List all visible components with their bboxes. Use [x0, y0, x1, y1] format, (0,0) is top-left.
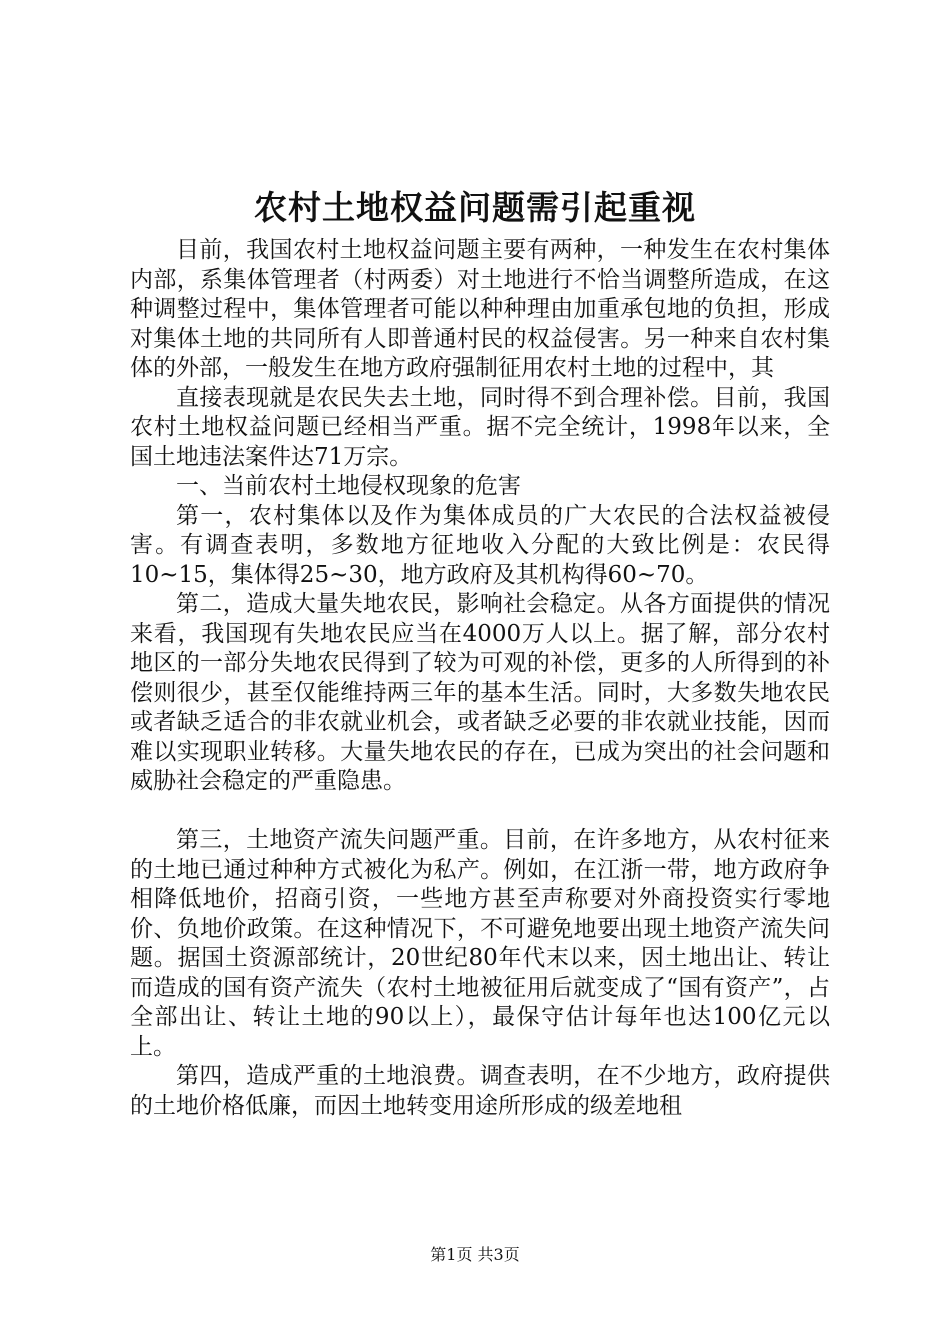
paragraph: 目前，我国农村土地权益问题主要有两种，一种发生在农村集体内部，系集体管理者（村两委）对土地进行不恰当调整所造成，在这种调整过程中，集体管理者可能以种种理由加重承包地的负担，形成对集体土地的共同所有人即普通村民的权益侵害。另一种来自农村集体的外部，一般发生在地方政府强制征用农村土地的过程中，其 — [130, 237, 830, 381]
paragraph: 第三，土地资产流失问题严重。目前，在许多地方，从农村征来的土地已通过种种方式被化为私产。例如，在江浙一带，地方政府争相降低地价，招商引资，一些地方甚至声称要对外商投资实行零地价、负地价政策。在这种情况下，不可避免地要出现土地资产流失问题。据国土资源部统计，20世纪80年代末以来，因土地出让、转让而造成的国有资产流失（农村土地被征用后就变成了“国有资产”，占全部出让、转让土地的90以上），最保守估计每年也达100亿元以上。 — [130, 827, 830, 1060]
paragraph: 第二，造成大量失地农民，影响社会稳定。从各方面提供的情况来看，我国现有失地农民应当在4000万人以上。据了解，部分农村地区的一部分失地农民得到了较为可观的补偿，更多的人所得到的补偿则很少，甚至仅能维持两三年的基本生活。同时，大多数失地农民或者缺乏适合的非农就业机会，或者缺乏必要的非农就业技能，因而难以实现职业转移。大量失地农民的存在，已成为突出的社会问题和威胁社会稳定的严重隐患。 — [130, 591, 830, 794]
paragraph: 第四，造成严重的土地浪费。调查表明，在不少地方，政府提供的土地价格低廉，而因土地转变用途所形成的级差地租 — [130, 1063, 830, 1119]
document-body — [130, 236, 830, 1121]
document-title: 农村土地权益问题需引起重视 — [254, 188, 696, 227]
page-footer: 第1页 共3页 — [430, 1245, 520, 1264]
paragraph: 直接表现就是农民失去土地，同时得不到合理补偿。目前，我国农村土地权益问题已经相当严重。据不完全统计，1998年以来，全国土地违法案件达71万宗。 — [130, 384, 830, 470]
section-heading: 一、当前农村土地侵权现象的危害 — [176, 473, 521, 499]
paragraph: 第一，农村集体以及作为集体成员的广大农民的合法权益被侵害。有调查表明，多数地方征地收入分配的大致比例是：农民得10~15，集体得25~30，地方政府及其机构得60~70。 — [130, 502, 830, 588]
